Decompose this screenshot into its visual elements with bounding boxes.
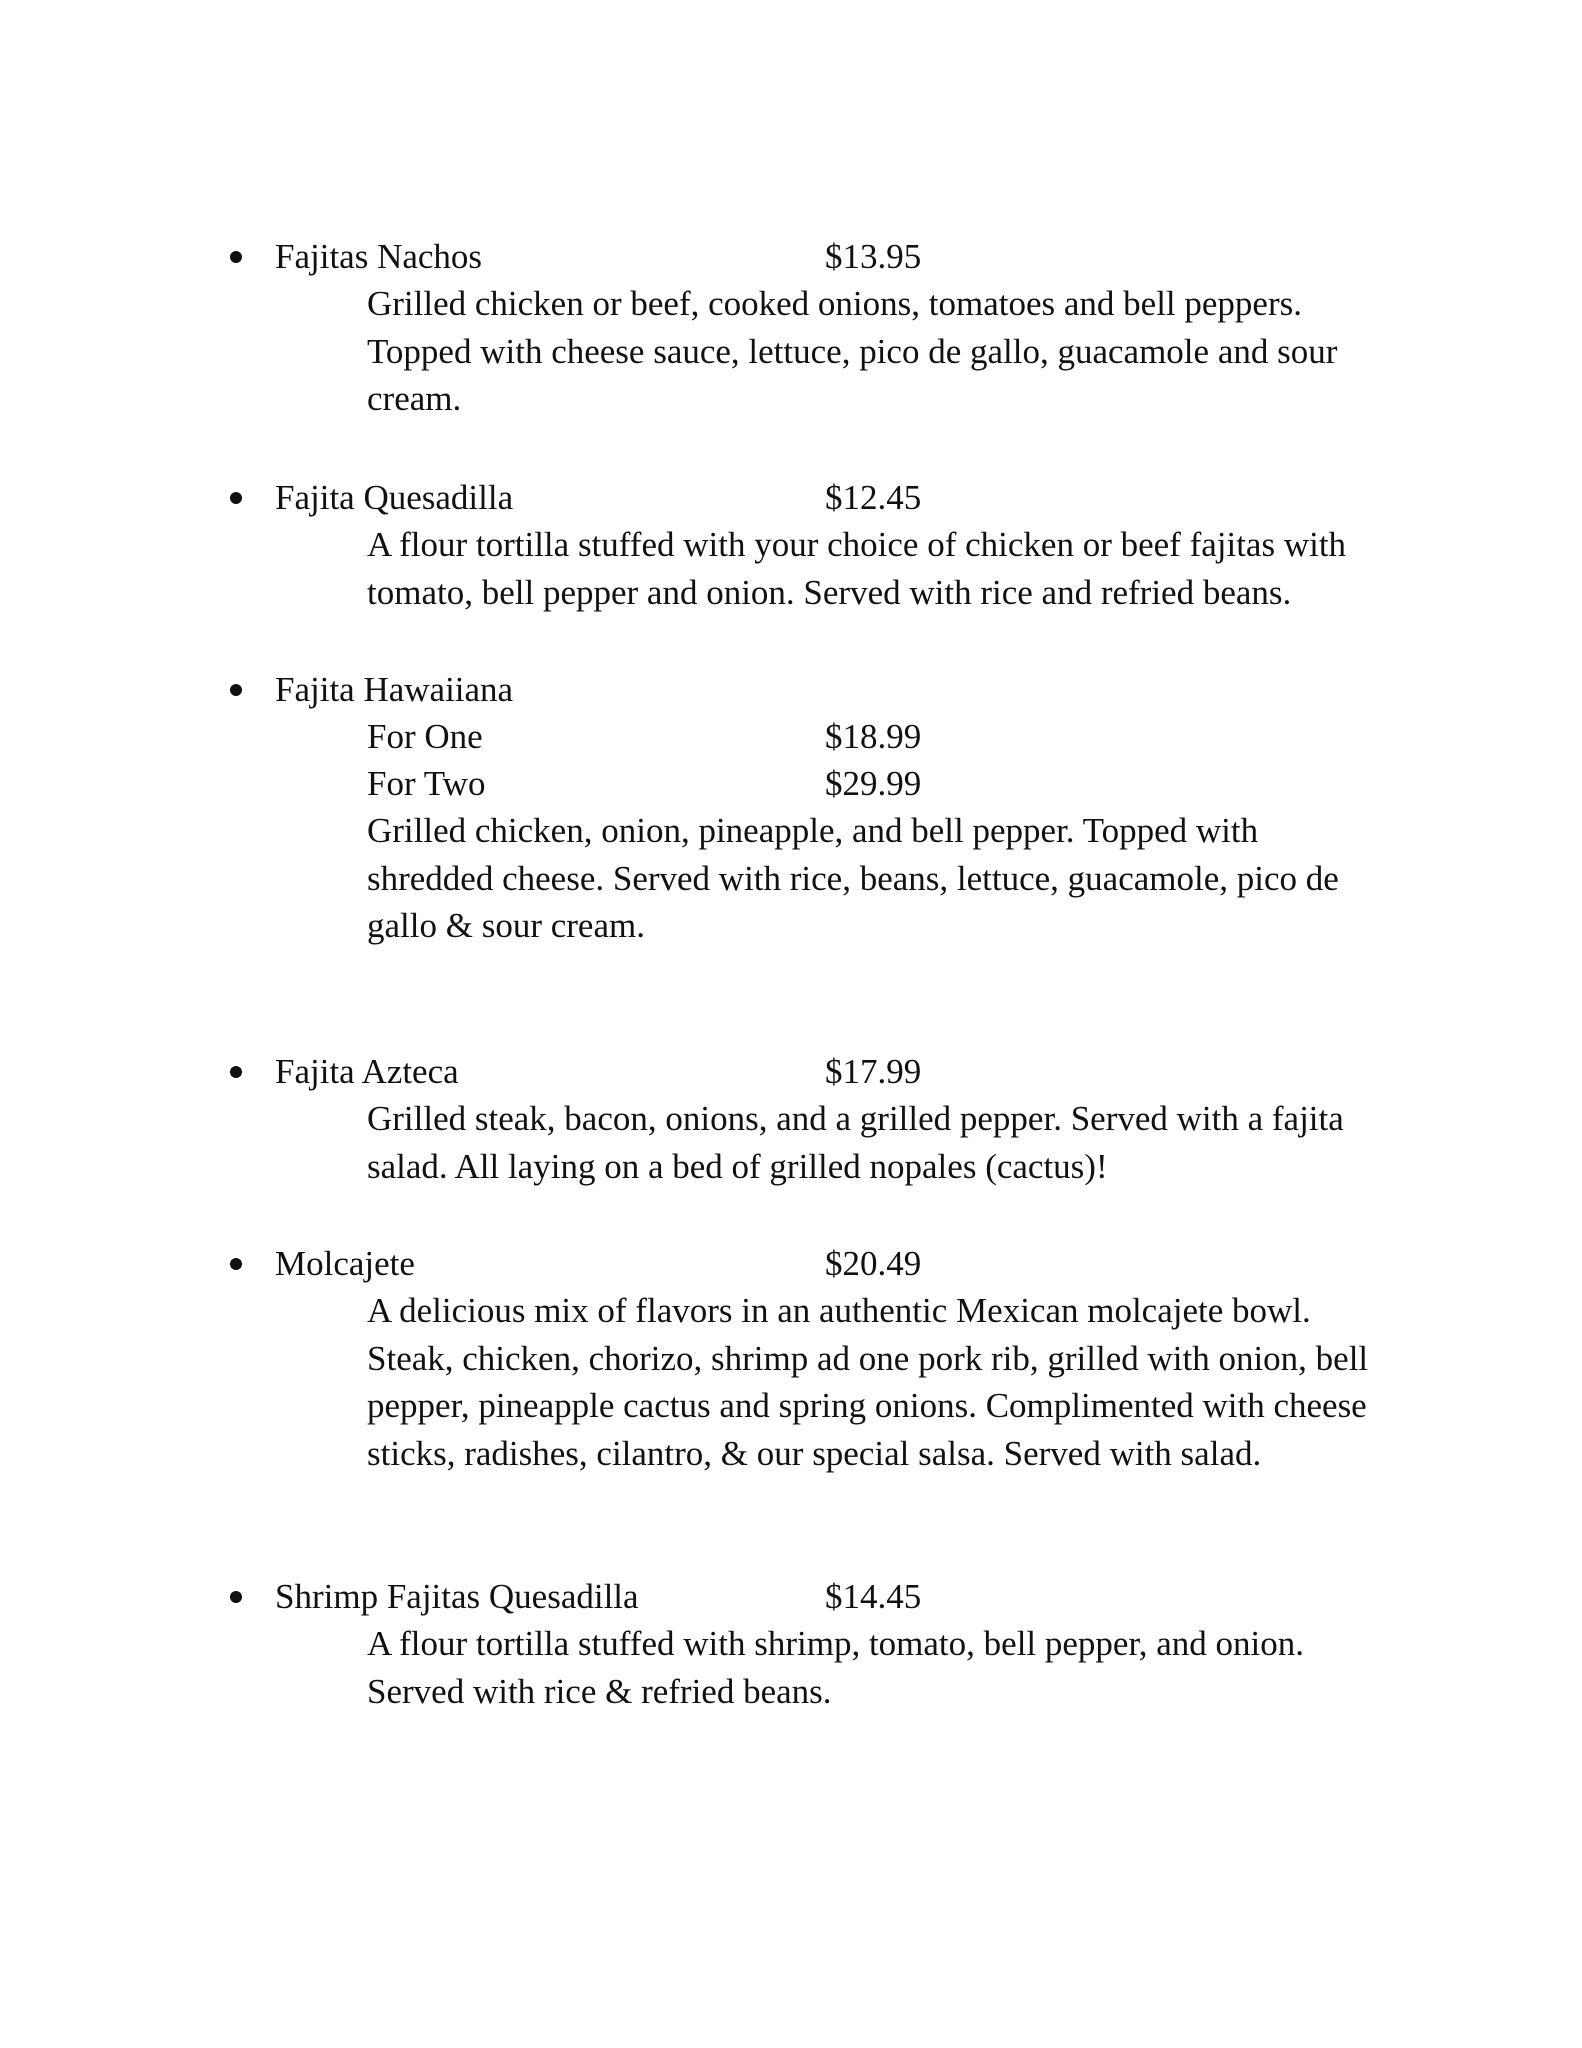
item-price: $20.49 (825, 1244, 922, 1283)
option-price: $29.99 (825, 764, 922, 803)
item-price: $14.45 (825, 1577, 922, 1616)
bullet-icon (230, 1258, 242, 1270)
item-price: $13.95 (825, 237, 922, 276)
item-name: Fajitas Nachos (275, 237, 483, 276)
item-description: Grilled chicken, onion, pineapple, and bell pepper. Topped with shredded cheese. Served with rice, beans, lettuce, guacamole, pico de gallo & sour cream. (367, 811, 1339, 945)
item-name: Fajita Hawaiiana (275, 670, 514, 709)
item-description: A flour tortilla stuffed with shrimp, tomato, bell pepper, and onion. Served with rice & refried beans. (367, 1624, 1304, 1711)
bullet-icon (230, 251, 242, 263)
item-description: Grilled steak, bacon, onions, and a grilled pepper. Served with a fajita salad. All laying on a bed of grilled nopales (cactus)! (367, 1099, 1344, 1186)
bullet-icon (230, 1066, 242, 1078)
item-name: Shrimp Fajitas Quesadilla (275, 1577, 639, 1616)
option-price: $18.99 (825, 717, 922, 756)
bullet-icon (230, 1591, 242, 1603)
option-label: For One (367, 717, 483, 756)
bullet-icon (230, 492, 242, 504)
item-name: Fajita Azteca (275, 1052, 459, 1091)
item-price: $17.99 (825, 1052, 922, 1091)
item-name: Molcajete (275, 1244, 415, 1283)
bullet-icon (230, 684, 242, 696)
item-description: A flour tortilla stuffed with your choice of chicken or beef fajitas with tomato, bell pepper and onion. Served with rice and refried beans. (367, 525, 1347, 612)
item-description: Grilled chicken or beef, cooked onions, tomatoes and bell peppers. Topped with cheese sauce, lettuce, pico de gallo, guacamole and sour cream. (367, 284, 1338, 418)
item-description: A delicious mix of flavors in an authentic Mexican molcajete bowl. Steak, chicken, chorizo, shrimp ad one pork rib, grilled with onion, bell pepper, pineapple cactus and spring onions. Complimented with cheese sticks, radishes, cilantro, & our special salsa. Served with salad. (367, 1291, 1369, 1473)
option-label: For Two (367, 764, 486, 803)
item-price: $12.45 (825, 478, 922, 517)
item-name: Fajita Quesadilla (275, 478, 514, 517)
